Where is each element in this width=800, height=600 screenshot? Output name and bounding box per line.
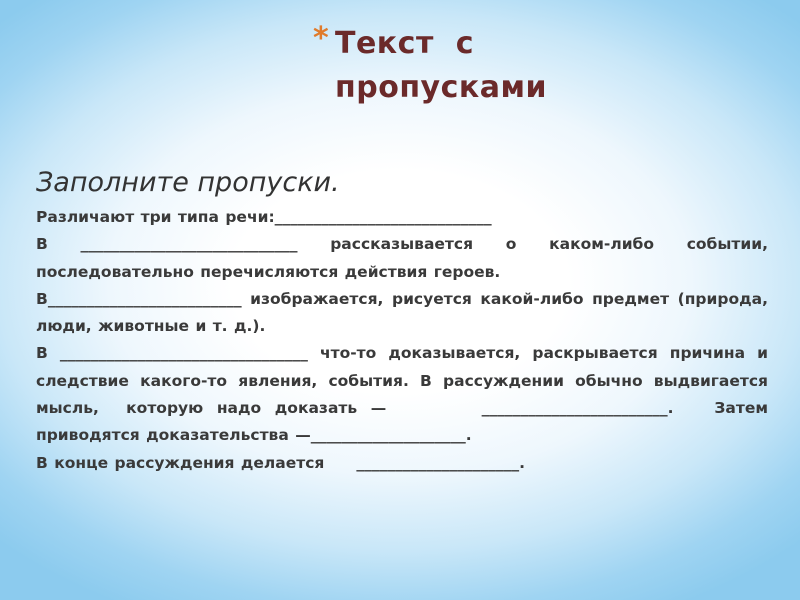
paragraph-description: В_________________________ изображается, рисуется какой-либо предмет (природа, люди, животные и т. д.). bbox=[36, 289, 768, 336]
exercise-text bbox=[36, 204, 775, 477]
asterisk-bullet-icon: * bbox=[313, 21, 329, 56]
paragraph-speech-types: Различают три типа речи:____________________________ bbox=[36, 208, 492, 226]
paragraph-narration: В ____________________________ рассказывается о каком-либо событии, последовательно перечисляются действия героев. bbox=[36, 235, 768, 281]
paragraph-conclusion: В конце рассуждения делается _____________________. bbox=[36, 453, 525, 472]
slide-title-line-2: пропусками bbox=[335, 70, 548, 105]
task-instruction: Заполните пропуски. bbox=[36, 167, 340, 198]
slide-title bbox=[335, 22, 547, 110]
paragraph-reasoning: В ________________________________ что-то доказывается, раскрывается причина и следствие какого-то явления, события. В рассуждении обычно выдвигается мысль, которую надо доказать — ________________________. Затем приводятся доказательства —____________________. bbox=[36, 344, 775, 445]
slide-title-line-1: Текст с bbox=[335, 26, 475, 61]
